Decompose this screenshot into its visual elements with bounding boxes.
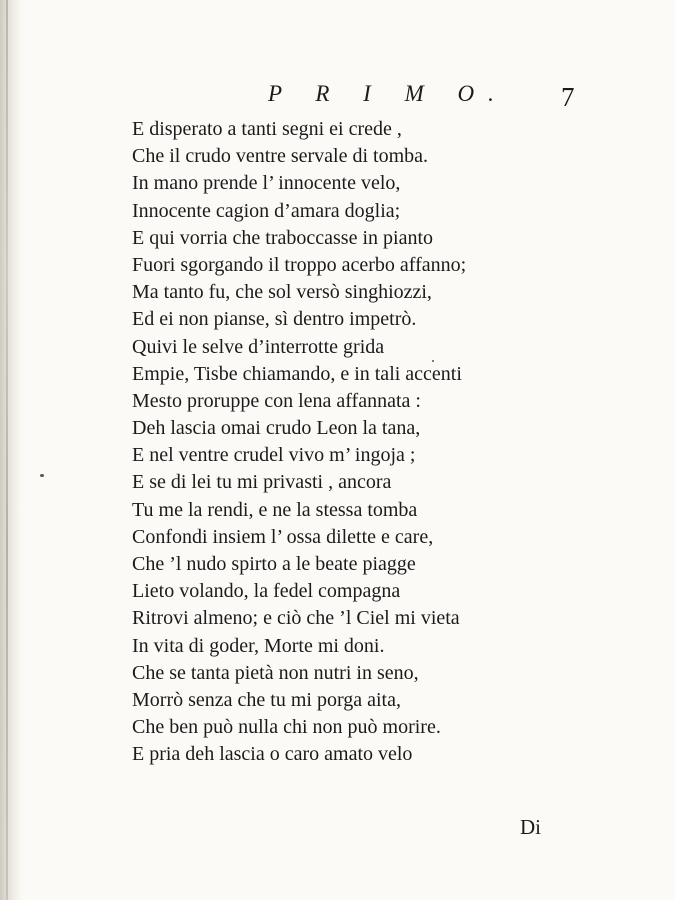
- verse-line: Morrò senza che tu mi porga aita,: [132, 688, 401, 711]
- verse-line: E qui vorria che traboccasse in pianto: [132, 226, 433, 249]
- verse-line: Empie, Tisbe chiamando, e in tali accenti: [132, 362, 462, 385]
- verse-line: Ed ei non pianse, sì dentro impetrò.: [132, 308, 417, 331]
- verse-line: Deh lascia omai crudo Leon la tana,: [132, 417, 421, 440]
- verse-line: Tu me la rendi, e ne la stessa tomba: [132, 498, 418, 521]
- poem-text: [132, 116, 562, 769]
- verse-line: E disperato a tanti segni ei crede ,: [132, 118, 402, 140]
- verse-line: E nel ventre crudel vivo m’ ingoja ;: [132, 444, 416, 467]
- verse-line: Ritrovi almeno; e ciò che ’l Ciel mi vieta: [132, 607, 460, 630]
- page-number: 7: [561, 82, 575, 112]
- verse-line: Confondi insiem l’ ossa dilette e care,: [132, 525, 434, 548]
- verse-line: Lieto volando, la fedel compagna: [132, 580, 401, 603]
- verse-line: Ma tanto fu, che sol versò singhiozzi,: [132, 281, 432, 304]
- ink-speck: [432, 360, 434, 362]
- verse-line: Che ben può nulla chi non può morire.: [132, 716, 441, 739]
- verse-line: Che se tanta pietà non nutri in seno,: [132, 661, 419, 684]
- binding-edge: [6, 0, 8, 900]
- verse-line: E se di lei tu mi privasti , ancora: [132, 471, 392, 494]
- verse-line: Mesto proruppe con lena affannata :: [132, 389, 421, 412]
- running-head: P R I M O.: [268, 81, 508, 106]
- catchword: Di: [520, 815, 541, 839]
- verse-line: Quivi le selve d’interrotte grida: [132, 335, 385, 358]
- verse-line: In mano prende l’ innocente velo,: [132, 172, 401, 195]
- binding-gutter: [0, 0, 22, 900]
- verse-line: Che ’l nudo spirto a le beate piagge: [132, 553, 416, 575]
- verse-line: Che il crudo ventre servale di tomba.: [132, 145, 429, 168]
- verse-line: In vita di goder, Morte mi doni.: [132, 634, 385, 657]
- verse-line: Innocente cagion d’amara doglia;: [132, 199, 401, 222]
- verse-line: E pria deh lascia o caro amato velo: [132, 743, 413, 766]
- verse-line: Fuori sgorgando il troppo acerbo affanno;: [132, 253, 467, 276]
- ink-speck: [40, 474, 44, 477]
